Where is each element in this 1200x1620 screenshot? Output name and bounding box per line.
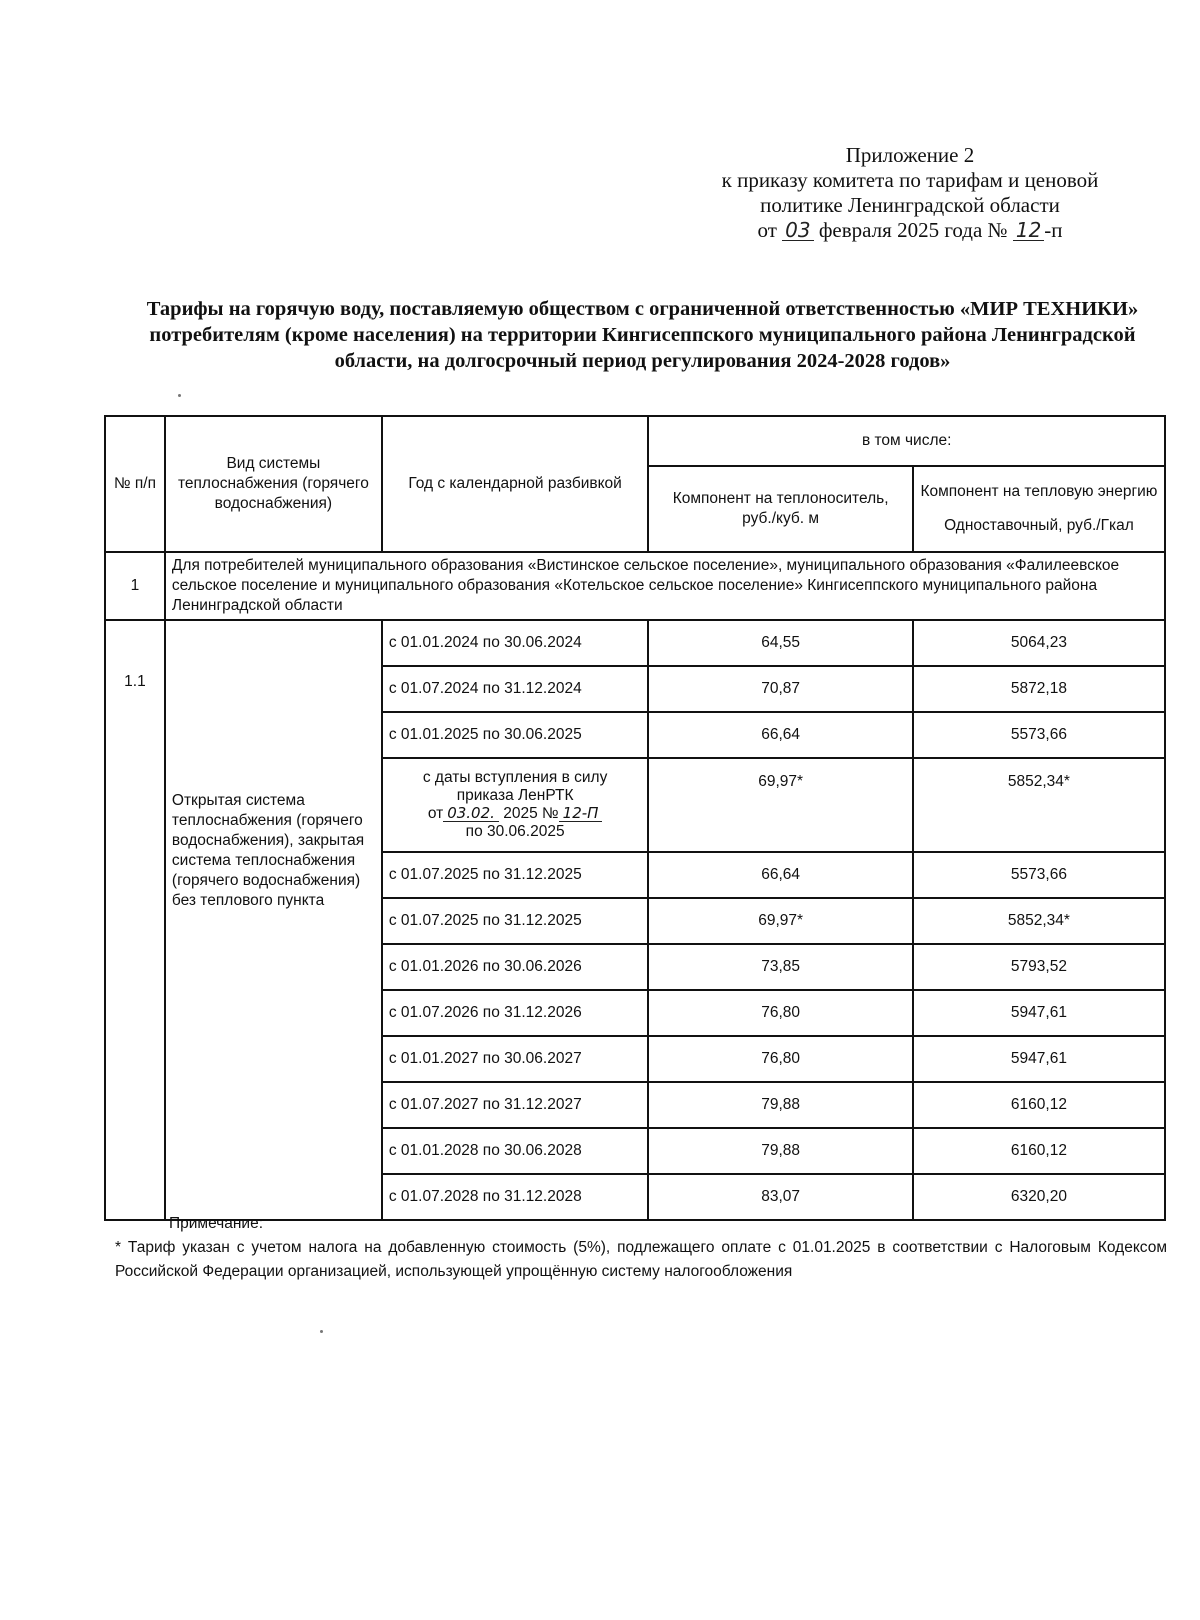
header-energy-title: Компонент на тепловую энергию [920,483,1158,500]
carrier-cell: 64,55 [648,620,912,666]
special-prefix: от [427,805,444,822]
energy-cell: 6160,12 [913,1128,1165,1174]
appendix-title: Приложение 2 [845,143,975,167]
appendix-date-line [640,218,1180,243]
carrier-cell: 79,88 [648,1128,912,1174]
carrier-cell: 76,80 [648,990,912,1036]
energy-cell: 6320,20 [913,1174,1165,1220]
header-carrier: Компонент на теплоноситель, руб./куб. м [648,466,912,552]
header-num: № п/п [105,416,165,552]
energy-cell: 5872,18 [913,666,1165,712]
date-rest: февраля 2025 года № [818,218,1008,242]
header-system: Вид системы теплоснабжения (горячего водоснабжения) [165,416,382,552]
appendix-block [640,143,1180,243]
date-prefix: от [757,218,777,242]
period-cell: с 01.07.2024 по 31.12.2024 [382,666,649,712]
group-num: 1 [105,552,165,620]
period-cell: с 01.07.2026 по 31.12.2026 [382,990,649,1036]
period-cell: с 01.01.2028 по 30.06.2028 [382,1128,649,1174]
special-period-line: приказа ЛенРТК [456,787,574,804]
carrier-cell: 83,07 [648,1174,912,1220]
carrier-cell: 79,88 [648,1082,912,1128]
group-description: Для потребителей муниципального образования «Вистинское сельское поселение», муниципального образования «Фалилеевское сельское поселение и муниципального образования «Котельское сельское поселение» Кингисеппского муниципального района Ленинградской области [165,552,1165,620]
special-period-line: с даты вступления в силу [422,769,608,786]
period-cell: с 01.01.2027 по 30.06.2027 [382,1036,649,1082]
carrier-cell: 69,97* [648,898,912,944]
scan-speck [178,394,181,397]
carrier-cell: 69,97* [648,758,912,852]
handwritten-date: 03.02. [443,805,499,822]
energy-cell: 5064,23 [913,620,1165,666]
appendix-line: к приказу комитета по тарифам и ценовой [721,168,1099,192]
header-including: в том числе: [648,416,1165,466]
period-cell-special [382,758,649,852]
footnote-heading: Примечание: [169,1215,264,1232]
carrier-cell: 66,64 [648,852,912,898]
order-suffix: -п [1044,218,1063,242]
energy-cell: 5947,61 [913,990,1165,1036]
document-title: Тарифы на горячую воду, поставляемую обществом с ограниченной ответственностью «МИР ТЕХНИКИ» потребителям (кроме населения) на территории Кингисеппского муниципального района Ленинградской области, на долгосрочный период регулирования 2024-2028 годов» [146,298,1139,372]
special-period-order-line [389,805,642,823]
header-energy [913,466,1165,552]
header-energy-sub: Одноставочный, руб./Гкал [944,517,1134,534]
appendix-line: политике Ленинградской области [760,193,1060,217]
system-type: Открытая система теплоснабжения (горячего водоснабжения), закрытая система теплоснабжения (горячего водоснабжения) без теплового пункта [165,620,382,1220]
energy-cell: 5793,52 [913,944,1165,990]
handwritten-day: 03 [782,220,813,241]
table-row [105,620,1165,666]
period-cell: с 01.07.2028 по 31.12.2028 [382,1174,649,1220]
special-period-line: по 30.06.2025 [465,823,565,840]
subgroup-num: 1.1 [105,620,165,1220]
period-cell: с 01.07.2025 по 31.12.2025 [382,852,649,898]
footnote [115,1212,1167,1284]
footnote-text: * Тариф указан с учетом налога на добавленную стоимость (5%), подлежащего оплате с 01.01.2025 в соответствии с Налоговым Кодексом Российской Федерации организацией, использующей упрощённую систему налогообложения [115,1239,1167,1280]
carrier-cell: 76,80 [648,1036,912,1082]
energy-cell: 5573,66 [913,852,1165,898]
tariff-table [104,415,1166,1221]
energy-cell: 6160,12 [913,1082,1165,1128]
energy-cell: 5573,66 [913,712,1165,758]
handwritten-number: 12-П [559,805,603,822]
handwritten-order-number: 12 [1013,220,1044,241]
carrier-cell: 66,64 [648,712,912,758]
special-year: 2025 № [503,805,559,822]
energy-cell: 5852,34* [913,758,1165,852]
energy-cell: 5852,34* [913,898,1165,944]
header-year: Год с календарной разбивкой [382,416,649,552]
period-cell: с 01.07.2027 по 31.12.2027 [382,1082,649,1128]
carrier-cell: 70,87 [648,666,912,712]
energy-cell: 5947,61 [913,1036,1165,1082]
period-cell: с 01.01.2025 по 30.06.2025 [382,712,649,758]
carrier-cell: 73,85 [648,944,912,990]
period-cell: с 01.01.2026 по 30.06.2026 [382,944,649,990]
scan-speck [320,1330,323,1333]
period-cell: с 01.01.2024 по 30.06.2024 [382,620,649,666]
period-cell: с 01.07.2025 по 31.12.2025 [382,898,649,944]
